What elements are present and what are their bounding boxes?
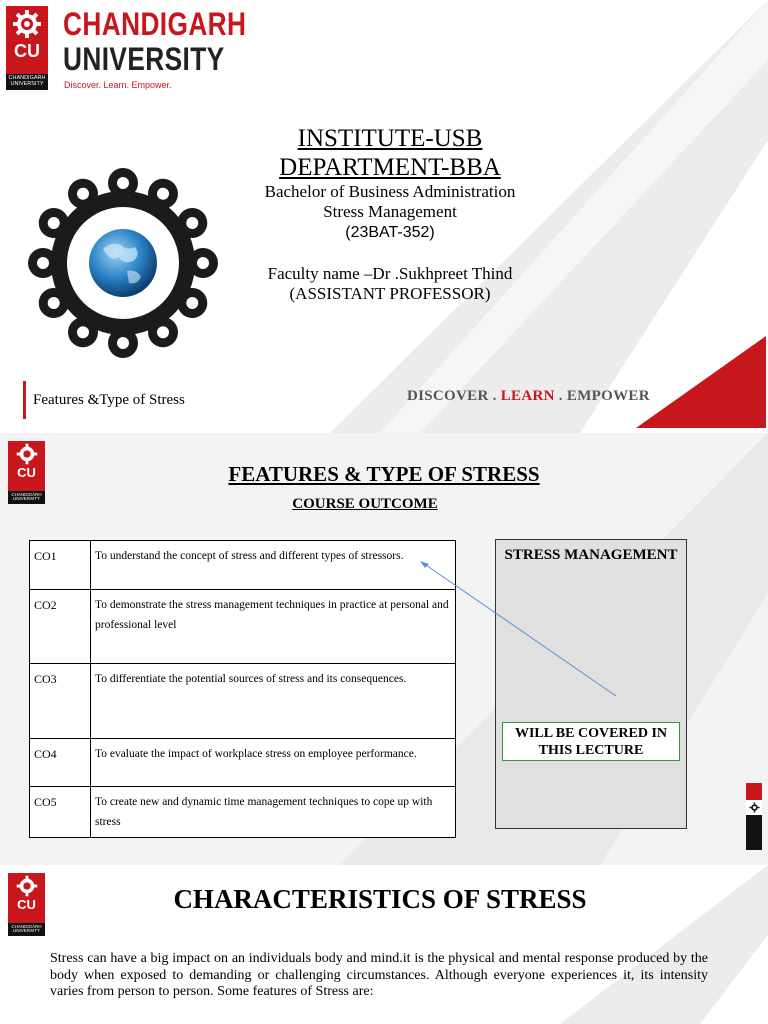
table-row	[30, 739, 456, 787]
gear-globe-icon	[20, 165, 226, 361]
outcome-id: CO4	[30, 739, 91, 787]
outcome-text: To understand the concept of stress and different types of stressors.	[91, 541, 456, 590]
logo-letters: CU	[17, 897, 36, 912]
gear-icon	[12, 9, 42, 39]
nav-down-button[interactable]	[746, 815, 762, 850]
pointer-arrow	[410, 555, 630, 705]
outcome-id: CO1	[30, 541, 91, 590]
university-logo-small	[8, 873, 45, 936]
topic-accent-bar	[23, 381, 26, 419]
motto-learn: LEARN	[500, 388, 555, 404]
nav-gear-icon[interactable]	[746, 800, 762, 815]
brand-name-line2: UNIVERSITY	[63, 41, 225, 77]
department-title: DEPARTMENT-BBA	[279, 154, 501, 181]
logo-letters: CU	[14, 41, 40, 61]
outcome-id: CO5	[30, 787, 91, 838]
table-row	[30, 590, 456, 664]
institute-title: INSTITUTE-USB	[297, 125, 483, 152]
settings-gear-icon	[749, 802, 760, 813]
logo-letters: CU	[17, 465, 36, 480]
motto	[407, 388, 650, 405]
logo-strip	[8, 923, 45, 936]
outcome-text: To demonstrate the stress management techniques in practice at personal and professional level	[91, 590, 456, 664]
slide-nav-widget[interactable]	[746, 783, 762, 850]
outcome-text: To evaluate the impact of workplace stress on employee performance.	[91, 739, 456, 787]
title-slide	[0, 0, 768, 433]
logo-strip-line1: CHANDIGARH	[8, 75, 46, 82]
table-row	[30, 787, 456, 838]
table-row	[30, 664, 456, 739]
nav-up-button[interactable]	[746, 783, 762, 800]
logo-strip	[6, 74, 48, 90]
brand-name-line1: CHANDIGARH	[63, 6, 247, 42]
logo-strip-line2: UNIVERSITY	[10, 81, 44, 88]
gear-icon	[16, 443, 38, 465]
faculty-name: Faculty name –Dr .Sukhpreet Thind	[267, 264, 513, 283]
outcome-text: To differentiate the potential sources of stress and its consequences.	[91, 664, 456, 739]
programme-name: Bachelor of Business Administration	[264, 182, 516, 201]
course-outcome-table	[29, 540, 456, 838]
outcome-slide-heading: FEATURES & TYPE OF STRESS	[228, 462, 540, 486]
characteristics-paragraph: Stress can have a big impact on an individuals body and mind.it is the physical and mental response produced by the body when exposed to demanding or challenging circumstances. Although everyone experiences it, its intensity varies from person to person. Some features of Stress are:	[50, 951, 708, 999]
university-logo-small	[8, 441, 45, 504]
course-code: (23BAT-352)	[345, 224, 435, 241]
outcome-id: CO2	[30, 590, 91, 664]
covered-in-lecture-note: WILL BE COVERED IN THIS LECTURE	[502, 722, 680, 761]
university-logo	[6, 6, 48, 90]
logo-strip-line2: UNIVERSITY	[12, 496, 40, 502]
course-outcome-label: COURSE OUTCOME	[292, 496, 438, 512]
faculty-designation: (ASSISTANT PROFESSOR)	[289, 284, 491, 303]
outcome-text: To create new and dynamic time management techniques to cope up with stress	[91, 787, 456, 838]
logo-strip-line1: CHANDIGARH	[11, 923, 42, 929]
logo-strip-line1: CHANDIGARH	[11, 491, 42, 497]
lecture-topic: Features &Type of Stress	[33, 392, 185, 408]
stress-management-title: STRESS MANAGEMENT	[504, 547, 678, 563]
outcome-id: CO3	[30, 664, 91, 739]
logo-strip	[8, 491, 45, 504]
motto-empower: . EMPOWER	[554, 388, 650, 404]
motto-discover: DISCOVER .	[407, 388, 501, 404]
gear-icon	[16, 875, 38, 897]
table-row	[30, 541, 456, 590]
logo-strip-line2: UNIVERSITY	[12, 928, 40, 934]
subject-name: Stress Management	[323, 202, 457, 221]
brand-tagline: Discover. Learn. Empower.	[64, 80, 172, 90]
characteristics-heading: CHARACTERISTICS OF STRESS	[173, 884, 587, 914]
